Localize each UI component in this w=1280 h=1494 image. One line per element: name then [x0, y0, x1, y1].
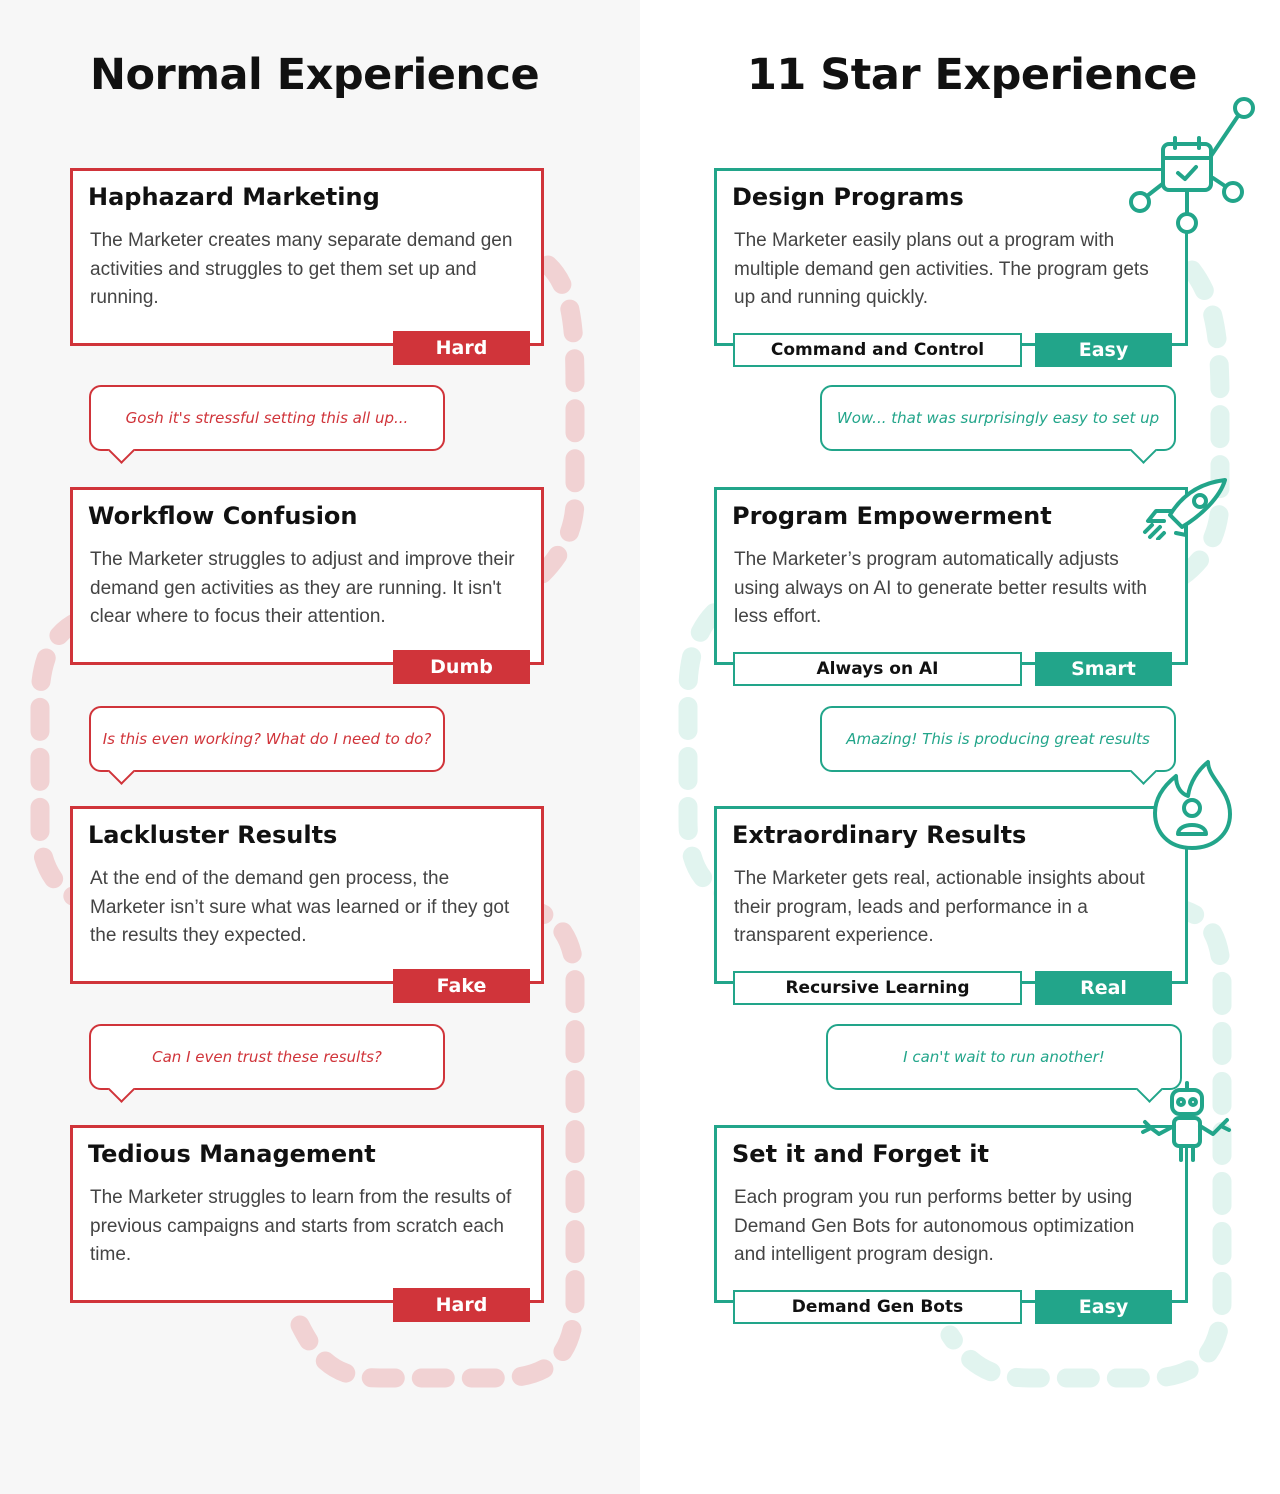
- rocket-icon: [1140, 475, 1235, 540]
- difficulty-tag: Dumb: [393, 650, 530, 684]
- feature-label: Command and Control: [733, 333, 1022, 367]
- robot-icon: [1137, 1080, 1232, 1165]
- star-experience-title: 11 Star Experience: [747, 50, 1197, 100]
- normal-experience-title: Normal Experience: [90, 50, 540, 100]
- star-card-program-empowerment: [714, 487, 1188, 665]
- normal-card-lackluster-results: [70, 806, 544, 984]
- card-description: The Marketer creates many separate demand gen activities and struggles to get them set up and running.: [90, 230, 513, 308]
- thought-bubble: I can't wait to run another!: [826, 1024, 1182, 1090]
- card-description: At the end of the demand gen process, the Marketer isn’t sure what was learned or if they got the results they expected.: [90, 868, 510, 946]
- ease-tag: Easy: [1035, 333, 1172, 367]
- card-title: Extraordinary Results: [732, 821, 1027, 849]
- thought-bubble: Gosh it's stressful setting this all up...: [89, 385, 445, 451]
- card-description: The Marketer struggles to adjust and improve their demand gen activities as they are running. It isn't clear where to focus their attention.: [90, 549, 515, 627]
- thought-bubble: Amazing! This is producing great results: [820, 706, 1176, 772]
- thought-bubble: Wow... that was surprisingly easy to set up: [820, 385, 1176, 451]
- normal-card-haphazard-marketing: [70, 168, 544, 346]
- difficulty-tag: Hard: [393, 1288, 530, 1322]
- card-description: The Marketer struggles to learn from the results of previous campaigns and starts from scratch each time.: [90, 1187, 512, 1265]
- star-card-extraordinary-results: [714, 806, 1188, 984]
- feature-label: Always on AI: [733, 652, 1022, 686]
- flame-person-icon: [1150, 758, 1235, 853]
- calendar-network-icon: [1125, 96, 1260, 241]
- star-card-set-it-and-forget-it: [714, 1125, 1188, 1303]
- ease-tag: Real: [1035, 971, 1172, 1005]
- ease-tag: Smart: [1035, 652, 1172, 686]
- card-description: Each program you run performs better by using Demand Gen Bots for autonomous optimization and intelligent program design.: [734, 1187, 1135, 1265]
- difficulty-tag: Hard: [393, 331, 530, 365]
- card-description: The Marketer gets real, actionable insights about their program, leads and performance in a transparent experience.: [734, 868, 1145, 946]
- card-description: The Marketer easily plans out a program with multiple demand gen activities. The program gets up and running quickly.: [734, 230, 1149, 308]
- normal-card-tedious-management: [70, 1125, 544, 1303]
- normal-card-workflow-confusion: [70, 487, 544, 665]
- thought-bubble: Is this even working? What do I need to do?: [89, 706, 445, 772]
- feature-label: Recursive Learning: [733, 971, 1022, 1005]
- card-title: Tedious Management: [88, 1140, 376, 1168]
- thought-bubble: Can I even trust these results?: [89, 1024, 445, 1090]
- card-title: Haphazard Marketing: [88, 183, 380, 211]
- difficulty-tag: Fake: [393, 969, 530, 1003]
- star-card-design-programs: [714, 168, 1188, 346]
- card-title: Design Programs: [732, 183, 964, 211]
- card-description: The Marketer’s program automatically adjusts using always on AI to generate better results with less effort.: [734, 549, 1147, 627]
- card-title: Set it and Forget it: [732, 1140, 989, 1168]
- card-title: Lackluster Results: [88, 821, 338, 849]
- card-title: Program Empowerment: [732, 502, 1052, 530]
- feature-label: Demand Gen Bots: [733, 1290, 1022, 1324]
- card-title: Workflow Confusion: [88, 502, 358, 530]
- ease-tag: Easy: [1035, 1290, 1172, 1324]
